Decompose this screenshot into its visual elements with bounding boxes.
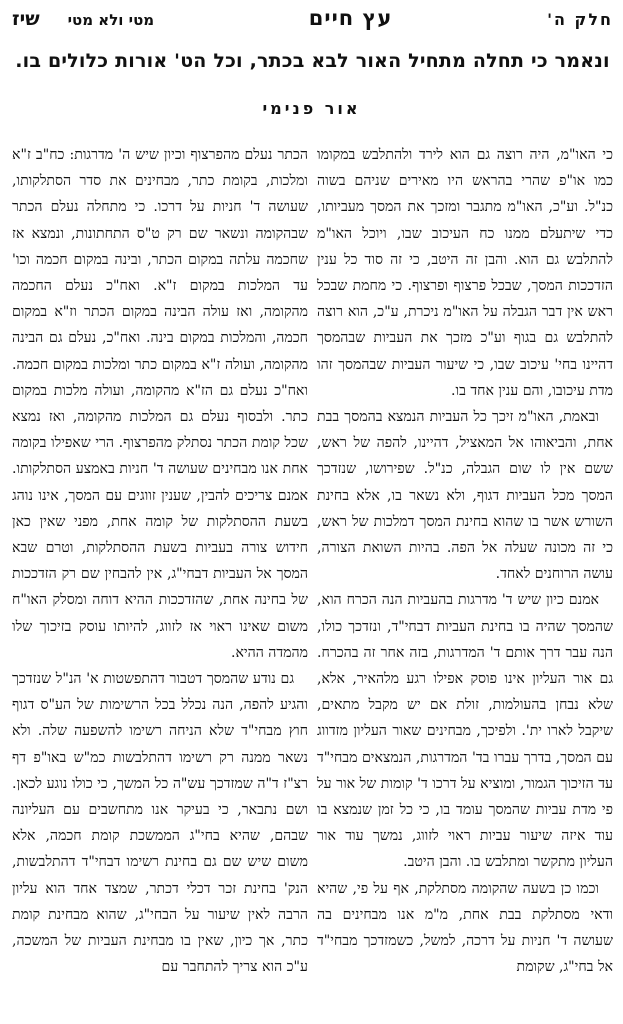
page-number: שיז <box>12 8 40 30</box>
header-left-group <box>12 8 154 30</box>
paragraph: כי האו"מ, היה רוצה גם הוא לירד ולהתלבש במקומו כמו או"פ שהרי בהראש היו מאירים שניהם בשוה כנ"ל. וע"כ, האו"מ מתגבר ומזכך את המסך מעביותו, כדי שיתעלם ממנו כח העיכוב שבו, ויוכל האו"מ להתלבש גם הוא. והבן זה היטב, כי זה סוד כל ענין הזדככות המסך, שבכל פרצוף ופרצוף. כי מחמת שבכל ראש אין דבר הגבלה על האו"מ ניכרת, ע"כ, הוא רוצה להתלבש גם בגוף וע"כ מזכך את העביות שבהמסך דהיינו בחי' עיכוב שבו, כי שיעור העביות שבהמסך זהו מדת עיכובו, והם ענין אחד בו. <box>317 147 613 399</box>
chapter-subtitle: מטי ולא מטי <box>67 11 155 29</box>
part-number: חלק ה' <box>547 10 613 29</box>
paragraph: אמנם כיון שיש ד' מדרגות בהעביות הנה הכרח הוא, שהמסך שהיה בו בחינת העביות דבחי"ד, ונזדכך כולו, הנה עבר דרך אותם ד' המדרגות, בזה אחר זה בהכרח. גם אור העליון אינו פוסק אפילו רגע מלהאיר, אלא, שלא נבחן בהעולמות, זולת אם יש מקבל מתאים, שיקבל לארו ית'. ולפיכך, מבחינים שאור העליון מזדווג עם המסך, בדרך עברו בד' המדרגות, הנמצאים מבחי"ד עד הזיכוך הגמור, ומוציא על דרכו ד' קומות של אור על פי מדת עביות שהמסך עומד בו, כי כל זמן שנמצא בו עוד איזה שיעור עביות ראוי לזווג, נמשך עוד אור העליון מתקשר ומתלבש בו. והבן היטב. <box>317 592 613 871</box>
paragraph: הכתר נעלם מהפרצוף וכיון שיש ה' מדרגות: כח"ב ז"א ומלכות, בקומת כתר, מבחינים את סדר הסתלקותו, שעושה ד' חניות על דרכו. כי מתחלה נעלם הכתר שבהקומה ונשאר שם רק ט"ס התחתונות, ונמצא אז שחכמה עלתה במקום הכתר, ובינה במקום חכמה וכו' עד המלכות במקום ז"א. ואח"כ נעלם החכמה מהקומה, ואז עולה הבינה במקום הכתר וז"א במקום חכמה, והמלכות במקום בינה. ואח"כ, נעלם גם הבינה מהקומה, ועולה ז"א במקום כתר ומלכות במקום חכמה. ואח"כ נעלם גם הז"א מהקומה, ועולה מלכות במקום כתר. ולבסוף נעלם גם המלכות מהקומה, ואז נמצא שכל קומת הכתר נסתלק מהפרצוף. הרי שאפילו בקומה אחת אנו מבחינים שעושה ד' חניות באמצע הסתלקותו. אמנם צריכים להבין, שענין זווגים עם המסך, אינו נוהג בשעת ההסתלקות של קומה אחת, מפני שאין כאן חידוש צורה בעביות בשעת ההסתלקות, וטרם שבא המסך אל העביות דבחי"ג, אין להבחין שם רק הזדככות של בחינה אחת, שהזדככות ההיא דוחה ומסלק האו"ח משום שאינו ראוי אז לזווג, להיותו עוסק בזיכוך שלו מהמדה ההיא. <box>12 147 308 661</box>
book-title: עץ חיים <box>308 6 393 30</box>
running-header <box>12 6 613 34</box>
lead-statement: ונאמר כי תחלה מתחיל האור לבא בכתר, וכל הט' אורות כלולים בו. <box>15 50 610 72</box>
section-title: אור פנימי <box>262 99 361 118</box>
left-text-column <box>12 142 308 981</box>
paragraph: ובאמת, האו"מ זיכך כל העביות הנמצא בהמסך בבת אחת, והביאוהו אל המאציל, דהיינו, להפה של ראש, ששם אין לו שום הגבלה, כנ"ל. שפירושו, שנזדכך המסך מכל העביות דגוף, ולא נשאר בו, אלא בחינת השורש אשר בו שהוא בחינת המסך דמלכות של ראש, כי זה מכונה שעלה אל הפה. בהיות השואת הצורה, עושה הרוחנים לאחד. <box>317 409 613 583</box>
right-text-column <box>317 142 613 981</box>
paragraph: וכמו כן בשעה שהקומה מסתלקת, אף על פי, שהיא ודאי מסתלקת בבת אחת, מ"מ אנו מבחינים בה שעושה ד' חניות על דרכה, למשל, כשמזדכך מבחי"ד אל בחי"ג, שקומת <box>317 880 613 976</box>
paragraph: גם נודע שהמסך דטבור דהתפשטות א' הנ"ל שנזדכך והגיע להפה, הנה נכלל בכל הרשימות של הע"ס דגוף חוץ מבחי"ד שלא הניחה רשימו להשפעה שלה. ולא נשאר ממנה רק רשימו דהתלבשות כמ"ש באו"פ דף רצ"ז ד"ה שמזדכך עש"ה כל המשך, כי כולו נוגע לכאן. ושם נתבאר, כי בעיקר אנו מתחשבים עם העליונה שבהם, שהיא בחי"ג הממשכת קומת חכמה, אלא משום שיש שם גם בחינת רשימו דבחי"ד דהתלבשות, הנק' בחינת זכר דכלי דכתר, שמצד אחד הוא עליון הרבה לאין שיעור על הבחי"ג, שהוא מבחינת קומת כתר, אך כיון, שאין בו מבחינת העביות של המשכה, ע"כ הוא צריך להתחבר עם <box>12 671 308 976</box>
